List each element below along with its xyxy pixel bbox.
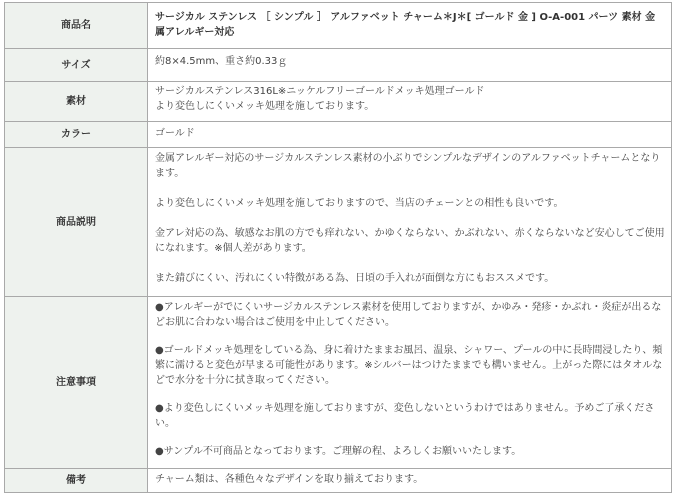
label-color: カラー: [5, 122, 148, 148]
label-material: 素材: [5, 82, 148, 122]
spec-row-notes: [5, 297, 672, 469]
notes-value: [148, 297, 672, 469]
notes-paragraph: ●より変色しにくいメッキ処理を施しておりますが、変色しないというわけではありません。予めご了承ください。: [155, 403, 655, 429]
remarks-value: チャーム類は、各種色々なデザインを取り揃えております。: [148, 469, 672, 493]
material-line: サージカルステンレス316L※ニッケルフリーゴールドメッキ処理ゴールド: [155, 86, 485, 97]
label-remarks: 備考: [5, 469, 148, 493]
spec-row-color: [5, 122, 672, 148]
description-paragraph: また錆びにくい、汚れにくい特徴がある為、日頃の手入れが面倒な方にもおススメです。: [155, 273, 555, 284]
description-paragraph: 金属アレルギー対応のサージカルステンレス素材の小ぶりでシンプルなデザインのアルファベットチャームとなります。: [155, 153, 661, 179]
spec-row-description: [5, 148, 672, 297]
description-value: [148, 148, 672, 297]
label-description: 商品説明: [5, 148, 148, 297]
label-size: サイズ: [5, 49, 148, 82]
description-paragraph: より変色しにくいメッキ処理を施しておりますので、当店のチェーンとの相性も良いです。: [155, 198, 564, 209]
label-product-name: 商品名: [5, 3, 148, 49]
product-name-value: サージカル ステンレス ［ シンプル ］ アルファベット チャーム＊J＊[ ゴールド 金 ] O-A-001 パーツ 素材 金属アレルギー対応: [148, 3, 672, 49]
notes-paragraph: ●アレルギーがでにくいサージカルステンレス素材を使用しておりますが、かゆみ・発疹・かぶれ・炎症が出るなどお肌に合わない場合はご使用を中止してください。: [155, 302, 662, 328]
size-value: 約8×4.5mm、重さ約0.33ｇ: [148, 49, 672, 82]
spec-row-product-name: [5, 3, 672, 49]
spec-row-size: [5, 49, 672, 82]
material-value: [148, 82, 672, 122]
label-notes: 注意事項: [5, 297, 148, 469]
product-spec-table: [4, 2, 672, 493]
spec-row-material: [5, 82, 672, 122]
notes-paragraph: ●ゴールドメッキ処理をしている為、身に着けたままお風呂、温泉、シャワー、プールの中に長時間浸したり、頻繁に濡けると変色が早まる可能性があります。※シルバーはつけたままでも構いません。上がった際にはタオルなどで水分を十分に拭き取ってください。: [155, 345, 663, 386]
description-paragraph: 金アレ対応の為、敏感なお肌の方でも痒れない、かゆくならない、かぶれない、赤くならないなど安心してご使用になれます。※個人差があります。: [155, 228, 665, 254]
material-line: より変色しにくいメッキ処理を施しております。: [155, 101, 375, 112]
notes-paragraph: ●サンプル不可商品となっております。ご理解の程、よろしくお願いいたします。: [155, 446, 522, 457]
spec-row-remarks: [5, 469, 672, 493]
color-value: ゴールド: [148, 122, 672, 148]
